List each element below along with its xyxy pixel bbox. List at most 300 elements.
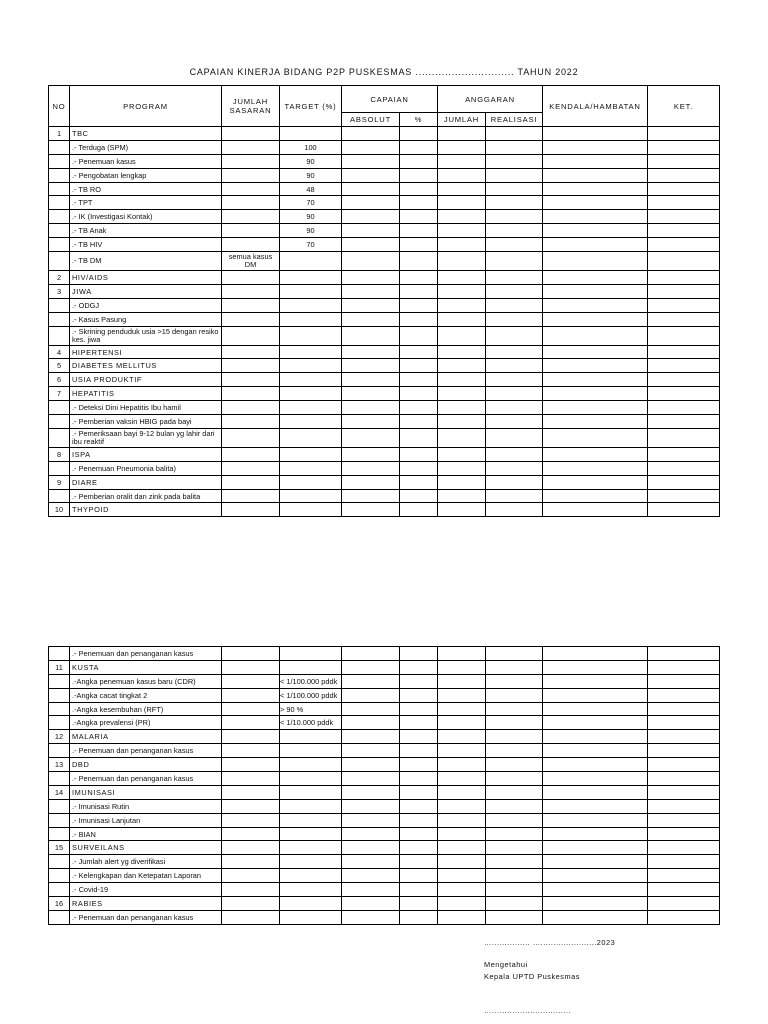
- program-name: IMUNISASI: [70, 785, 222, 799]
- absolut-cell: [342, 182, 400, 196]
- persen-cell: [400, 326, 438, 345]
- realisasi-cell: [486, 489, 543, 503]
- signature-mengetahui: Mengetahui: [484, 960, 528, 969]
- program-row: [49, 326, 720, 345]
- signature-name-line: …...............................: [484, 1006, 572, 1015]
- ket-cell: [648, 387, 720, 401]
- target-cell: [280, 415, 342, 429]
- anggaran-jumlah-cell: [438, 855, 486, 869]
- ket-cell: [648, 284, 720, 298]
- kendala-cell: [543, 140, 648, 154]
- persen-cell: [400, 758, 438, 772]
- program-name: .- Pengobatan lengkap: [70, 168, 222, 182]
- anggaran-jumlah-cell: [438, 298, 486, 312]
- absolut-cell: [342, 702, 400, 716]
- kendala-cell: [543, 127, 648, 141]
- jumlah-sasaran-cell: [222, 716, 280, 730]
- ket-cell: [648, 140, 720, 154]
- realisasi-cell: [486, 154, 543, 168]
- program-category-row: [49, 387, 720, 401]
- row-number: [49, 238, 70, 252]
- target-cell: 70: [280, 238, 342, 252]
- ket-cell: [648, 503, 720, 517]
- absolut-cell: [342, 503, 400, 517]
- row-number: [49, 196, 70, 210]
- absolut-cell: [342, 224, 400, 238]
- persen-cell: [400, 813, 438, 827]
- realisasi-cell: [486, 238, 543, 252]
- kendala-cell: [543, 387, 648, 401]
- program-name: .- Penemuan Pneumonia balita): [70, 461, 222, 475]
- program-name: MALARIA: [70, 730, 222, 744]
- ket-cell: [648, 489, 720, 503]
- target-cell: 90: [280, 154, 342, 168]
- persen-cell: [400, 674, 438, 688]
- program-row: [49, 910, 720, 924]
- anggaran-jumlah-cell: [438, 210, 486, 224]
- program-category-row: [49, 503, 720, 517]
- absolut-cell: [342, 428, 400, 447]
- persen-cell: [400, 688, 438, 702]
- kendala-cell: [543, 401, 648, 415]
- program-category-row: [49, 660, 720, 674]
- ket-cell: [648, 271, 720, 285]
- anggaran-jumlah-cell: [438, 345, 486, 359]
- target-cell: [280, 841, 342, 855]
- persen-cell: [400, 271, 438, 285]
- absolut-cell: [342, 140, 400, 154]
- row-number: [49, 674, 70, 688]
- persen-cell: [400, 910, 438, 924]
- program-name: .-Angka penemuan kasus baru (CDR): [70, 674, 222, 688]
- row-number: [49, 772, 70, 786]
- persen-cell: [400, 127, 438, 141]
- jumlah-sasaran-cell: [222, 428, 280, 447]
- kendala-cell: [543, 326, 648, 345]
- realisasi-cell: [486, 883, 543, 897]
- anggaran-jumlah-cell: [438, 475, 486, 489]
- realisasi-cell: [486, 428, 543, 447]
- target-cell: 90: [280, 210, 342, 224]
- absolut-cell: [342, 154, 400, 168]
- header-realisasi: REALISASI: [486, 113, 543, 127]
- jumlah-sasaran-cell: [222, 210, 280, 224]
- realisasi-cell: [486, 401, 543, 415]
- program-row: [49, 827, 720, 841]
- absolut-cell: [342, 359, 400, 373]
- absolut-cell: [342, 387, 400, 401]
- persen-cell: [400, 716, 438, 730]
- performance-table-1: [48, 85, 720, 517]
- absolut-cell: [342, 647, 400, 661]
- kendala-cell: [543, 813, 648, 827]
- absolut-cell: [342, 785, 400, 799]
- anggaran-jumlah-cell: [438, 799, 486, 813]
- ket-cell: [648, 910, 720, 924]
- target-cell: 90: [280, 168, 342, 182]
- absolut-cell: [342, 210, 400, 224]
- kendala-cell: [543, 785, 648, 799]
- persen-cell: [400, 841, 438, 855]
- program-row: [49, 210, 720, 224]
- target-cell: [280, 461, 342, 475]
- realisasi-cell: [486, 841, 543, 855]
- ket-cell: [648, 785, 720, 799]
- realisasi-cell: [486, 799, 543, 813]
- realisasi-cell: [486, 758, 543, 772]
- jumlah-sasaran-cell: [222, 359, 280, 373]
- program-category-row: [49, 841, 720, 855]
- jumlah-sasaran-cell: [222, 785, 280, 799]
- program-row: [49, 312, 720, 326]
- kendala-cell: [543, 271, 648, 285]
- absolut-cell: [342, 127, 400, 141]
- kendala-cell: [543, 855, 648, 869]
- kendala-cell: [543, 489, 648, 503]
- persen-cell: [400, 196, 438, 210]
- anggaran-jumlah-cell: [438, 647, 486, 661]
- persen-cell: [400, 883, 438, 897]
- persen-cell: [400, 827, 438, 841]
- ket-cell: [648, 688, 720, 702]
- target-cell: < 1/100.000 pddk: [280, 674, 342, 688]
- program-category-row: [49, 284, 720, 298]
- realisasi-cell: [486, 716, 543, 730]
- program-name: .- Penemuan dan penanganan kasus: [70, 772, 222, 786]
- kendala-cell: [543, 730, 648, 744]
- anggaran-jumlah-cell: [438, 730, 486, 744]
- ket-cell: [648, 182, 720, 196]
- ket-cell: [648, 772, 720, 786]
- target-cell: [280, 401, 342, 415]
- absolut-cell: [342, 799, 400, 813]
- row-number: 7: [49, 387, 70, 401]
- program-category-row: [49, 359, 720, 373]
- program-row: [49, 298, 720, 312]
- realisasi-cell: [486, 772, 543, 786]
- jumlah-sasaran-cell: [222, 841, 280, 855]
- program-name: .- TB RO: [70, 182, 222, 196]
- jumlah-sasaran-cell: [222, 660, 280, 674]
- program-name: .- IK (Investigasi Kontak): [70, 210, 222, 224]
- program-row: [49, 252, 720, 271]
- program-name: .- Deteksi Dini Hepatitis Ibu hamil: [70, 401, 222, 415]
- ket-cell: [648, 447, 720, 461]
- program-row: [49, 772, 720, 786]
- realisasi-cell: [486, 210, 543, 224]
- program-category-row: [49, 475, 720, 489]
- persen-cell: [400, 869, 438, 883]
- target-cell: [280, 799, 342, 813]
- jumlah-sasaran-cell: [222, 702, 280, 716]
- row-number: [49, 883, 70, 897]
- row-number: 6: [49, 373, 70, 387]
- row-number: [49, 154, 70, 168]
- absolut-cell: [342, 252, 400, 271]
- row-number: [49, 326, 70, 345]
- persen-cell: [400, 168, 438, 182]
- ket-cell: [648, 127, 720, 141]
- ket-cell: [648, 869, 720, 883]
- kendala-cell: [543, 772, 648, 786]
- persen-cell: [400, 660, 438, 674]
- kendala-cell: [543, 196, 648, 210]
- ket-cell: [648, 475, 720, 489]
- ket-cell: [648, 168, 720, 182]
- row-number: 10: [49, 503, 70, 517]
- anggaran-jumlah-cell: [438, 182, 486, 196]
- persen-cell: [400, 154, 438, 168]
- persen-cell: [400, 387, 438, 401]
- ket-cell: [648, 827, 720, 841]
- realisasi-cell: [486, 224, 543, 238]
- realisasi-cell: [486, 730, 543, 744]
- persen-cell: [400, 345, 438, 359]
- persen-cell: [400, 772, 438, 786]
- row-number: [49, 869, 70, 883]
- program-category-row: [49, 785, 720, 799]
- realisasi-cell: [486, 503, 543, 517]
- program-category-row: [49, 447, 720, 461]
- program-row: [49, 238, 720, 252]
- kendala-cell: [543, 883, 648, 897]
- absolut-cell: [342, 688, 400, 702]
- row-number: [49, 252, 70, 271]
- program-name: .- BIAN: [70, 827, 222, 841]
- kendala-cell: [543, 428, 648, 447]
- persen-cell: [400, 428, 438, 447]
- jumlah-sasaran-cell: [222, 772, 280, 786]
- absolut-cell: [342, 238, 400, 252]
- absolut-cell: [342, 716, 400, 730]
- program-name: .-Angka prevalensi (PR): [70, 716, 222, 730]
- absolut-cell: [342, 758, 400, 772]
- jumlah-sasaran-cell: [222, 647, 280, 661]
- absolut-cell: [342, 447, 400, 461]
- absolut-cell: [342, 475, 400, 489]
- anggaran-jumlah-cell: [438, 312, 486, 326]
- program-category-row: [49, 345, 720, 359]
- anggaran-jumlah-cell: [438, 224, 486, 238]
- program-name: .- ODGJ: [70, 298, 222, 312]
- program-row: [49, 716, 720, 730]
- program-row: [49, 855, 720, 869]
- program-row: [49, 182, 720, 196]
- target-cell: [280, 813, 342, 827]
- kendala-cell: [543, 910, 648, 924]
- row-number: 15: [49, 841, 70, 855]
- realisasi-cell: [486, 827, 543, 841]
- anggaran-jumlah-cell: [438, 489, 486, 503]
- program-name: .- Skrining penduduk usia >15 dengan resiko kes. jiwa: [70, 326, 222, 345]
- anggaran-jumlah-cell: [438, 660, 486, 674]
- row-number: 8: [49, 447, 70, 461]
- program-name: .- TB DM: [70, 252, 222, 271]
- target-cell: [280, 271, 342, 285]
- kendala-cell: [543, 461, 648, 475]
- absolut-cell: [342, 373, 400, 387]
- anggaran-jumlah-cell: [438, 785, 486, 799]
- realisasi-cell: [486, 744, 543, 758]
- row-number: [49, 298, 70, 312]
- absolut-cell: [342, 196, 400, 210]
- ket-cell: [648, 312, 720, 326]
- realisasi-cell: [486, 461, 543, 475]
- target-cell: [280, 373, 342, 387]
- program-row: [49, 401, 720, 415]
- jumlah-sasaran-cell: [222, 813, 280, 827]
- kendala-cell: [543, 660, 648, 674]
- anggaran-jumlah-cell: [438, 758, 486, 772]
- jumlah-sasaran-cell: [222, 855, 280, 869]
- absolut-cell: [342, 298, 400, 312]
- realisasi-cell: [486, 688, 543, 702]
- anggaran-jumlah-cell: [438, 716, 486, 730]
- program-row: [49, 196, 720, 210]
- anggaran-jumlah-cell: [438, 772, 486, 786]
- signature-date: …............... …......................2023: [484, 938, 616, 947]
- realisasi-cell: [486, 182, 543, 196]
- row-number: 5: [49, 359, 70, 373]
- realisasi-cell: [486, 869, 543, 883]
- absolut-cell: [342, 883, 400, 897]
- kendala-cell: [543, 799, 648, 813]
- program-row: [49, 674, 720, 688]
- anggaran-jumlah-cell: [438, 140, 486, 154]
- target-cell: [280, 127, 342, 141]
- row-number: 16: [49, 897, 70, 911]
- program-name: .- TB Anak: [70, 224, 222, 238]
- jumlah-sasaran-cell: [222, 730, 280, 744]
- row-number: 3: [49, 284, 70, 298]
- jumlah-sasaran-cell: [222, 447, 280, 461]
- program-name: .- Pemberian oralit dan zink pada balita: [70, 489, 222, 503]
- anggaran-jumlah-cell: [438, 813, 486, 827]
- absolut-cell: [342, 813, 400, 827]
- kendala-cell: [543, 503, 648, 517]
- jumlah-sasaran-cell: [222, 373, 280, 387]
- realisasi-cell: [486, 785, 543, 799]
- jumlah-sasaran-cell: [222, 127, 280, 141]
- row-number: [49, 224, 70, 238]
- ket-cell: [648, 813, 720, 827]
- absolut-cell: [342, 674, 400, 688]
- row-number: 14: [49, 785, 70, 799]
- jumlah-sasaran-cell: [222, 744, 280, 758]
- persen-cell: [400, 447, 438, 461]
- ket-cell: [648, 702, 720, 716]
- realisasi-cell: [486, 196, 543, 210]
- persen-cell: [400, 855, 438, 869]
- program-name: THYPOID: [70, 503, 222, 517]
- ket-cell: [648, 660, 720, 674]
- jumlah-sasaran-cell: [222, 910, 280, 924]
- anggaran-jumlah-cell: [438, 373, 486, 387]
- realisasi-cell: [486, 660, 543, 674]
- anggaran-jumlah-cell: [438, 284, 486, 298]
- target-cell: [280, 489, 342, 503]
- kendala-cell: [543, 224, 648, 238]
- ket-cell: [648, 252, 720, 271]
- realisasi-cell: [486, 127, 543, 141]
- program-category-row: [49, 373, 720, 387]
- ket-cell: [648, 674, 720, 688]
- ket-cell: [648, 730, 720, 744]
- persen-cell: [400, 312, 438, 326]
- jumlah-sasaran-cell: [222, 224, 280, 238]
- target-cell: 90: [280, 224, 342, 238]
- target-cell: < 1/10.000 pddk: [280, 716, 342, 730]
- jumlah-sasaran-cell: [222, 461, 280, 475]
- absolut-cell: [342, 730, 400, 744]
- absolut-cell: [342, 415, 400, 429]
- program-name: .-Angka cacat tingkat 2: [70, 688, 222, 702]
- kendala-cell: [543, 298, 648, 312]
- jumlah-sasaran-cell: [222, 401, 280, 415]
- target-cell: [280, 284, 342, 298]
- ket-cell: [648, 461, 720, 475]
- row-number: [49, 744, 70, 758]
- header-ket: KET.: [648, 86, 720, 127]
- header-jumlah: JUMLAH: [438, 113, 486, 127]
- kendala-cell: [543, 758, 648, 772]
- anggaran-jumlah-cell: [438, 910, 486, 924]
- target-cell: [280, 503, 342, 517]
- ket-cell: [648, 196, 720, 210]
- signature-position: Kepala UPTD Puskesmas: [484, 972, 580, 981]
- program-name: .- TPT: [70, 196, 222, 210]
- ket-cell: [648, 716, 720, 730]
- absolut-cell: [342, 910, 400, 924]
- ket-cell: [648, 758, 720, 772]
- anggaran-jumlah-cell: [438, 827, 486, 841]
- target-cell: [280, 785, 342, 799]
- kendala-cell: [543, 897, 648, 911]
- anggaran-jumlah-cell: [438, 387, 486, 401]
- jumlah-sasaran-cell: [222, 196, 280, 210]
- kendala-cell: [543, 674, 648, 688]
- program-name: .- Imunisasi Lanjutan: [70, 813, 222, 827]
- ket-cell: [648, 883, 720, 897]
- ket-cell: [648, 298, 720, 312]
- persen-cell: [400, 744, 438, 758]
- anggaran-jumlah-cell: [438, 415, 486, 429]
- absolut-cell: [342, 271, 400, 285]
- persen-cell: [400, 238, 438, 252]
- target-cell: [280, 744, 342, 758]
- kendala-cell: [543, 373, 648, 387]
- persen-cell: [400, 140, 438, 154]
- row-number: 1: [49, 127, 70, 141]
- ket-cell: [648, 841, 720, 855]
- program-name: KUSTA: [70, 660, 222, 674]
- absolut-cell: [342, 326, 400, 345]
- persen-cell: [400, 475, 438, 489]
- jumlah-sasaran-cell: [222, 271, 280, 285]
- program-name: .- Penemuan dan penanganan kasus: [70, 744, 222, 758]
- absolut-cell: [342, 489, 400, 503]
- jumlah-sasaran-cell: [222, 503, 280, 517]
- program-name: .- Penemuan kasus: [70, 154, 222, 168]
- realisasi-cell: [486, 897, 543, 911]
- kendala-cell: [543, 647, 648, 661]
- kendala-cell: [543, 182, 648, 196]
- ket-cell: [648, 428, 720, 447]
- target-cell: [280, 897, 342, 911]
- anggaran-jumlah-cell: [438, 897, 486, 911]
- anggaran-jumlah-cell: [438, 503, 486, 517]
- persen-cell: [400, 373, 438, 387]
